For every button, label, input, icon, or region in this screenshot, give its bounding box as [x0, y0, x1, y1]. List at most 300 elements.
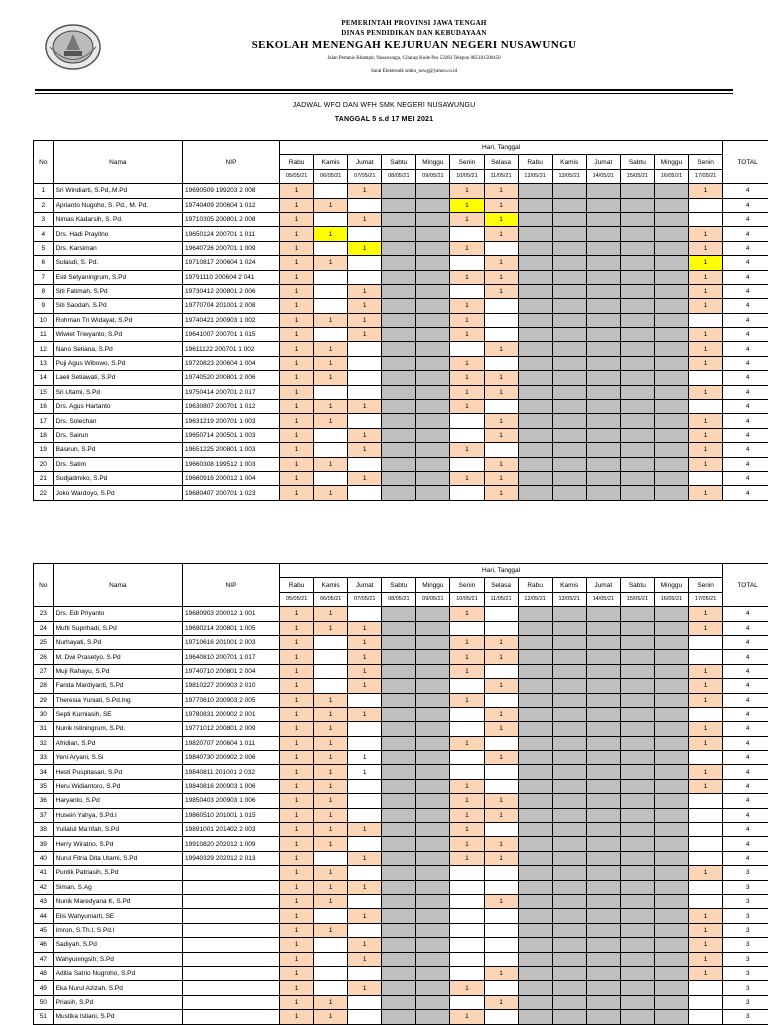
schedule-cell — [382, 414, 416, 428]
header-day: Sabtu — [382, 578, 416, 592]
row-total: 4 — [723, 765, 768, 779]
schedule-cell — [416, 621, 450, 635]
table-row — [34, 837, 768, 851]
employee-nip: 19680407 200701 1 023 — [183, 486, 280, 500]
schedule-cell — [382, 256, 416, 270]
schedule-cell — [552, 621, 586, 635]
schedule-cell: 1 — [348, 212, 382, 226]
schedule-cell — [654, 184, 688, 198]
schedule-cell: 1 — [280, 414, 314, 428]
table-row — [34, 693, 768, 707]
schedule-cell — [416, 966, 450, 980]
schedule-cell: 1 — [280, 765, 314, 779]
schedule-cell — [348, 866, 382, 880]
schedule-cell — [688, 981, 722, 995]
schedule-cell: 1 — [450, 650, 484, 664]
schedule-cell — [314, 635, 348, 649]
schedule-cell: 1 — [314, 1010, 348, 1024]
schedule-cell — [314, 981, 348, 995]
schedule-cell: 1 — [348, 635, 382, 649]
schedule-cell — [586, 679, 620, 693]
schedule-cell — [450, 414, 484, 428]
schedule-cell — [416, 428, 450, 442]
schedule-cell — [688, 837, 722, 851]
schedule-cell: 1 — [450, 385, 484, 399]
schedule-cell: 1 — [348, 621, 382, 635]
schedule-cell — [382, 184, 416, 198]
schedule-cell — [484, 328, 518, 342]
schedule-cell: 1 — [688, 736, 722, 750]
schedule-cell — [518, 342, 552, 356]
header-date: 15/05/21 — [620, 169, 654, 183]
schedule-cell: 1 — [450, 443, 484, 457]
employee-nip: 19651225 200801 1 003 — [183, 443, 280, 457]
schedule-cell: 1 — [688, 923, 722, 937]
schedule-cell: 1 — [314, 823, 348, 837]
schedule-cell — [518, 400, 552, 414]
header-nip: NIP — [183, 141, 280, 184]
schedule-cell — [484, 621, 518, 635]
provincial-emblem-icon — [44, 22, 102, 72]
row-number: 46 — [34, 938, 54, 952]
table-row — [34, 212, 768, 226]
schedule-cell — [586, 779, 620, 793]
schedule-cell — [586, 808, 620, 822]
schedule-cell — [688, 823, 722, 837]
schedule-cell — [586, 270, 620, 284]
table-row — [34, 866, 768, 880]
row-number: 37 — [34, 808, 54, 822]
schedule-cell — [518, 1010, 552, 1024]
schedule-cell: 1 — [280, 443, 314, 457]
schedule-cell: 1 — [314, 837, 348, 851]
header-date: 17/05/21 — [688, 592, 722, 606]
schedule-cell: 1 — [348, 241, 382, 255]
schedule-cell: 1 — [688, 414, 722, 428]
schedule-cell — [688, 650, 722, 664]
schedule-cell — [416, 356, 450, 370]
schedule-cell — [314, 909, 348, 923]
schedule-cell — [382, 880, 416, 894]
row-number: 8 — [34, 284, 54, 298]
schedule-cell — [552, 371, 586, 385]
row-number: 29 — [34, 693, 54, 707]
employee-name: Joko Wardoyo, S.Pd — [53, 486, 182, 500]
schedule-cell: 1 — [450, 184, 484, 198]
schedule-cell — [314, 270, 348, 284]
schedule-cell — [416, 794, 450, 808]
schedule-cell: 1 — [314, 894, 348, 908]
schedule-cell — [450, 909, 484, 923]
header-date: 06/05/21 — [314, 169, 348, 183]
header-day: Sabtu — [620, 578, 654, 592]
header-day: Kamis — [314, 578, 348, 592]
schedule-cell — [620, 241, 654, 255]
table-row — [34, 184, 768, 198]
employee-nip: 19650124 200701 1 011 — [183, 227, 280, 241]
header-day: Kamis — [314, 155, 348, 169]
schedule-cell — [654, 707, 688, 721]
employee-nip — [183, 923, 280, 937]
schedule-cell — [518, 414, 552, 428]
schedule-cell — [620, 707, 654, 721]
row-number: 51 — [34, 1010, 54, 1024]
employee-name: Siti Saodah, S.Pd — [53, 299, 182, 313]
table-row — [34, 664, 768, 678]
schedule-cell: 1 — [314, 227, 348, 241]
schedule-cell — [416, 751, 450, 765]
schedule-cell — [654, 635, 688, 649]
header-date: 11/05/21 — [484, 169, 518, 183]
schedule-cell — [620, 736, 654, 750]
employee-name: Theresia Yuniati, S.Pd.Ing — [53, 693, 182, 707]
schedule-cell: 1 — [280, 909, 314, 923]
schedule-cell: 1 — [314, 414, 348, 428]
schedule-cell — [586, 966, 620, 980]
schedule-cell — [654, 923, 688, 937]
table-row — [34, 400, 768, 414]
schedule-cell — [586, 693, 620, 707]
schedule-cell — [484, 400, 518, 414]
row-total: 4 — [723, 693, 768, 707]
schedule-cell: 1 — [484, 471, 518, 485]
row-number: 34 — [34, 765, 54, 779]
schedule-cell: 1 — [484, 808, 518, 822]
row-total: 3 — [723, 938, 768, 952]
row-total: 4 — [723, 650, 768, 664]
header-date: 07/05/21 — [348, 592, 382, 606]
schedule-cell: 1 — [280, 313, 314, 327]
schedule-cell — [586, 299, 620, 313]
schedule-cell — [620, 751, 654, 765]
row-number: 11 — [34, 328, 54, 342]
schedule-cell: 1 — [280, 751, 314, 765]
employee-nip: 19770704 201001 2 008 — [183, 299, 280, 313]
schedule-cell — [314, 284, 348, 298]
schedule-cell: 1 — [314, 866, 348, 880]
row-total: 3 — [723, 952, 768, 966]
schedule-cell — [586, 385, 620, 399]
employee-nip — [183, 1010, 280, 1024]
schedule-cell — [586, 707, 620, 721]
schedule-cell — [552, 635, 586, 649]
schedule-cell — [586, 400, 620, 414]
schedule-cell — [620, 299, 654, 313]
schedule-cell — [382, 607, 416, 621]
row-total: 3 — [723, 909, 768, 923]
employee-name: Rohman Tri Widayat, S.Pd — [53, 313, 182, 327]
schedule-cell — [586, 212, 620, 226]
schedule-cell: 1 — [280, 736, 314, 750]
employee-nip: 19780831 200902 2 001 — [183, 707, 280, 721]
schedule-cell — [620, 765, 654, 779]
schedule-cell — [314, 184, 348, 198]
row-number: 39 — [34, 837, 54, 851]
employee-name: Septi Kurniasih, SE — [53, 707, 182, 721]
schedule-cell — [416, 981, 450, 995]
schedule-cell: 1 — [314, 923, 348, 937]
schedule-cell — [416, 880, 450, 894]
schedule-cell — [416, 486, 450, 500]
header-date: 12/05/21 — [518, 169, 552, 183]
schedule-cell: 1 — [688, 256, 722, 270]
table-row — [34, 443, 768, 457]
row-total: 4 — [723, 808, 768, 822]
schedule-cell — [314, 966, 348, 980]
schedule-cell — [620, 722, 654, 736]
schedule-cell — [654, 808, 688, 822]
schedule-cell — [382, 794, 416, 808]
row-number: 26 — [34, 650, 54, 664]
table-row — [34, 342, 768, 356]
schedule-cell: 1 — [688, 722, 722, 736]
schedule-cell — [450, 679, 484, 693]
schedule-cell — [382, 909, 416, 923]
employee-nip: 19810227 200903 2 010 — [183, 679, 280, 693]
schedule-cell — [586, 414, 620, 428]
schedule-cell — [552, 693, 586, 707]
schedule-cell — [382, 679, 416, 693]
schedule-cell — [382, 486, 416, 500]
schedule-cell — [620, 227, 654, 241]
schedule-cell — [382, 664, 416, 678]
schedule-cell: 1 — [484, 837, 518, 851]
schedule-cell — [382, 328, 416, 342]
schedule-cell — [518, 981, 552, 995]
schedule-cell: 1 — [450, 736, 484, 750]
schedule-cell: 1 — [348, 851, 382, 865]
schedule-cell — [552, 198, 586, 212]
employee-nip: 19680903 200012 1 001 — [183, 607, 280, 621]
employee-name: Hesti Puspitasari, S.Pd — [53, 765, 182, 779]
schedule-cell — [654, 486, 688, 500]
schedule-cell: 1 — [280, 241, 314, 255]
letterhead-address: Jalan Pertanis Khampit, Nusawungu, Cilacap Kode Pos 53283 Telepon 085101500450 — [120, 54, 708, 64]
row-total: 4 — [723, 414, 768, 428]
schedule-cell: 1 — [688, 938, 722, 952]
employee-nip: 19650714 200501 1 003 — [183, 428, 280, 442]
header-day: Jumat — [586, 578, 620, 592]
schedule-cell — [450, 722, 484, 736]
employee-nip — [183, 981, 280, 995]
schedule-cell — [552, 981, 586, 995]
row-number: 28 — [34, 679, 54, 693]
row-total: 4 — [723, 184, 768, 198]
schedule-cell — [382, 981, 416, 995]
row-number: 20 — [34, 457, 54, 471]
table-row — [34, 270, 768, 284]
schedule-cell — [450, 751, 484, 765]
schedule-cell — [620, 851, 654, 865]
header-no: No — [34, 141, 54, 184]
schedule-cell: 1 — [280, 400, 314, 414]
schedule-cell — [586, 356, 620, 370]
schedule-cell — [620, 650, 654, 664]
schedule-cell — [552, 808, 586, 822]
schedule-cell — [654, 981, 688, 995]
table-row — [34, 679, 768, 693]
row-number: 24 — [34, 621, 54, 635]
employee-nip — [183, 880, 280, 894]
table-row — [34, 952, 768, 966]
employee-nip: 19820707 200604 1 011 — [183, 736, 280, 750]
row-total: 4 — [723, 707, 768, 721]
schedule-cell — [654, 693, 688, 707]
employee-nip: 19740710 200801 2 004 — [183, 664, 280, 678]
table-row — [34, 607, 768, 621]
schedule-cell — [654, 270, 688, 284]
row-total: 3 — [723, 1010, 768, 1024]
schedule-cell: 1 — [484, 722, 518, 736]
schedule-cell — [654, 256, 688, 270]
header-day: Kamis — [552, 155, 586, 169]
row-number: 36 — [34, 794, 54, 808]
schedule-cell — [518, 313, 552, 327]
header-date: 13/05/21 — [552, 592, 586, 606]
table-row — [34, 241, 768, 255]
row-number: 49 — [34, 981, 54, 995]
schedule-cell: 1 — [314, 707, 348, 721]
table-row — [34, 923, 768, 937]
row-number: 6 — [34, 256, 54, 270]
schedule-cell — [484, 880, 518, 894]
schedule-cell — [450, 952, 484, 966]
schedule-cell: 1 — [688, 693, 722, 707]
schedule-cell — [450, 880, 484, 894]
schedule-cell — [450, 866, 484, 880]
schedule-cell — [552, 428, 586, 442]
schedule-cell: 1 — [280, 621, 314, 635]
schedule-cell — [552, 880, 586, 894]
schedule-cell — [348, 270, 382, 284]
schedule-cell — [654, 299, 688, 313]
schedule-cell: 1 — [348, 328, 382, 342]
schedule-cell — [518, 736, 552, 750]
schedule-cell: 1 — [314, 751, 348, 765]
schedule-cell — [654, 313, 688, 327]
schedule-cell — [688, 1010, 722, 1024]
schedule-cell — [348, 794, 382, 808]
header-day: Kamis — [552, 578, 586, 592]
schedule-cell — [552, 284, 586, 298]
schedule-cell: 1 — [314, 621, 348, 635]
employee-name: Puntik Patriasih, S.Pd — [53, 866, 182, 880]
schedule-cell: 1 — [314, 486, 348, 500]
employee-name: Nunik Maredyana K, S.Pd — [53, 894, 182, 908]
schedule-cell — [382, 457, 416, 471]
schedule-cell: 1 — [450, 313, 484, 327]
schedule-cell: 1 — [280, 328, 314, 342]
schedule-cell: 1 — [280, 823, 314, 837]
schedule-cell: 1 — [688, 356, 722, 370]
schedule-cell — [518, 880, 552, 894]
employee-name: Farida Mardiyanti, S.Pd — [53, 679, 182, 693]
table-row — [34, 486, 768, 500]
schedule-cell — [450, 342, 484, 356]
schedule-cell: 1 — [450, 635, 484, 649]
row-number: 42 — [34, 880, 54, 894]
schedule-cell — [620, 664, 654, 678]
row-number: 13 — [34, 356, 54, 370]
schedule-cell — [552, 664, 586, 678]
schedule-cell — [620, 356, 654, 370]
header-date: 09/05/21 — [416, 592, 450, 606]
schedule-cell — [552, 952, 586, 966]
schedule-cell — [348, 923, 382, 937]
schedule-cell: 1 — [688, 952, 722, 966]
schedule-cell — [620, 880, 654, 894]
schedule-cell — [518, 443, 552, 457]
schedule-cell — [620, 313, 654, 327]
schedule-cell: 1 — [314, 765, 348, 779]
table-row — [34, 751, 768, 765]
schedule-cell — [484, 736, 518, 750]
schedule-cell — [552, 400, 586, 414]
schedule-cell — [518, 650, 552, 664]
schedule-cell — [314, 299, 348, 313]
schedule-cell: 1 — [484, 212, 518, 226]
schedule-cell: 1 — [450, 1010, 484, 1024]
row-number: 10 — [34, 313, 54, 327]
schedule-cell — [552, 227, 586, 241]
schedule-cell — [586, 471, 620, 485]
schedule-cell — [552, 270, 586, 284]
header-day: Minggu — [416, 155, 450, 169]
schedule-cell — [416, 837, 450, 851]
schedule-cell — [654, 664, 688, 678]
schedule-cell: 1 — [484, 428, 518, 442]
schedule-cell — [484, 981, 518, 995]
row-total: 4 — [723, 736, 768, 750]
table-row — [34, 966, 768, 980]
schedule-cell — [416, 471, 450, 485]
employee-name: Sri Windiarti, S.Pd,.M.Pd — [53, 184, 182, 198]
schedule-cell — [586, 227, 620, 241]
schedule-cell — [586, 981, 620, 995]
schedule-cell: 1 — [348, 428, 382, 442]
schedule-cell — [382, 751, 416, 765]
schedule-cell — [552, 443, 586, 457]
schedule-cell: 1 — [450, 299, 484, 313]
schedule-cell — [416, 995, 450, 1009]
header-day: Jumat — [348, 578, 382, 592]
employee-nip: 19630807 200701 1 012 — [183, 400, 280, 414]
schedule-cell — [484, 664, 518, 678]
schedule-cell — [586, 909, 620, 923]
schedule-cell — [620, 284, 654, 298]
schedule-cell — [586, 851, 620, 865]
schedule-cell: 1 — [280, 837, 314, 851]
schedule-cell — [382, 385, 416, 399]
schedule-cell: 1 — [348, 313, 382, 327]
schedule-cell — [688, 313, 722, 327]
employee-nip: 19770610 200903 2 005 — [183, 693, 280, 707]
employee-name: Drs. Hadi Prayitno — [53, 227, 182, 241]
row-number: 50 — [34, 995, 54, 1009]
schedule-cell: 1 — [688, 184, 722, 198]
schedule-cell: 1 — [688, 457, 722, 471]
employee-nip: 19840816 200903 1 006 — [183, 779, 280, 793]
schedule-cell: 1 — [314, 995, 348, 1009]
row-number: 31 — [34, 722, 54, 736]
schedule-cell — [620, 635, 654, 649]
schedule-cell — [518, 851, 552, 865]
table-row — [34, 313, 768, 327]
schedule-cell — [620, 866, 654, 880]
schedule-cell: 1 — [450, 471, 484, 485]
schedule-cell: 1 — [348, 400, 382, 414]
schedule-cell — [518, 198, 552, 212]
